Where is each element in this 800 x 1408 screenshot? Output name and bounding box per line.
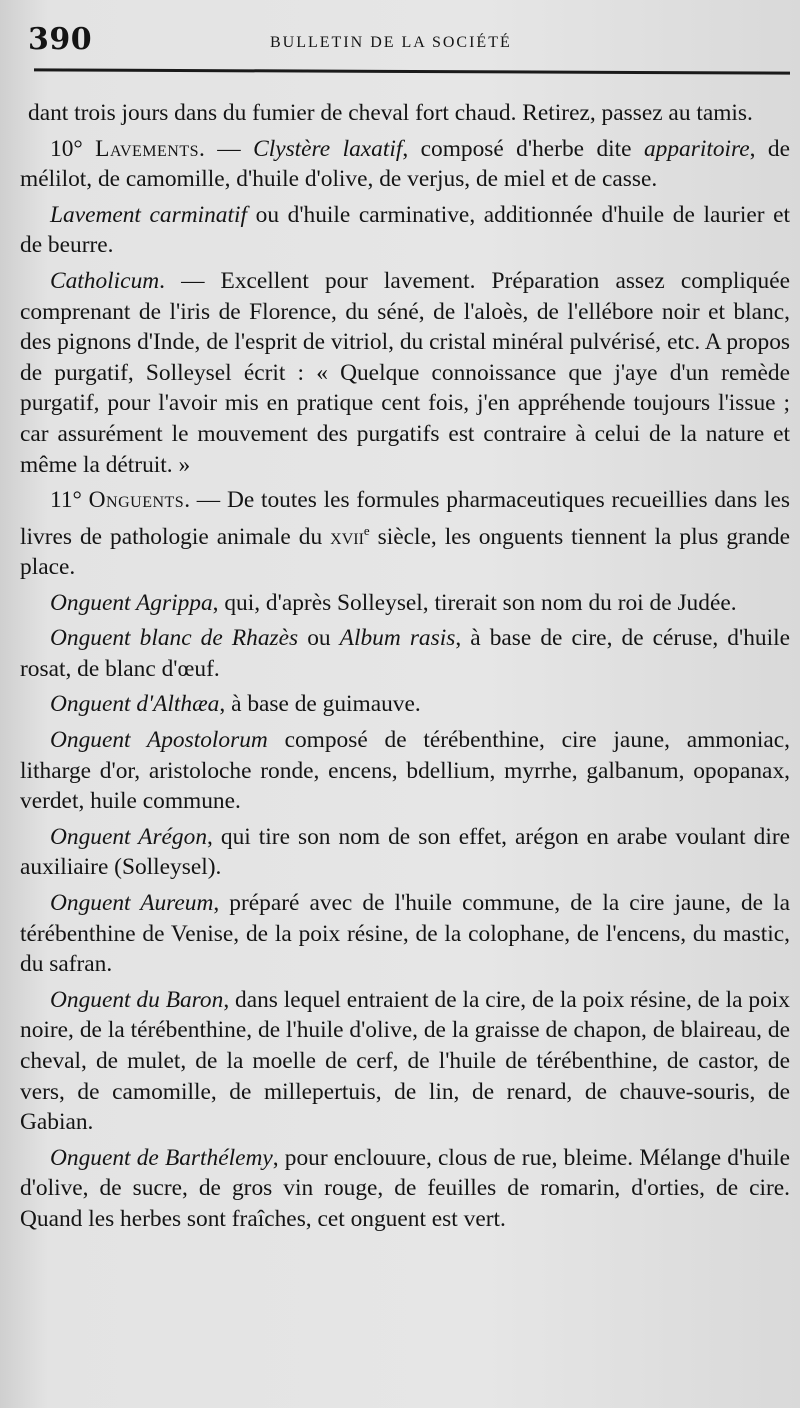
body-text — [20, 98, 790, 1235]
paragraph-p9 — [20, 822, 790, 883]
text-segment: , de mélilot, de camomille, d'huile d'olive, de verjus, de miel et de casse. — [20, 135, 790, 193]
paragraph-p12 — [20, 1143, 790, 1235]
text-segment: composé de térébenthine, cire jaune, ammoniac, litharge d'or, aristoloche ronde, encens, bdellium, myrrhe, galbanum, opopanax, verdet, huile commune. — [20, 727, 790, 815]
paragraph-p6 — [20, 623, 790, 684]
text-segment: 11° — [50, 487, 89, 514]
running-head — [24, 22, 776, 62]
text-segment: 10° — [50, 135, 96, 162]
text-segment: , qui tire son nom de son effet, arégon en arabe voulant dire auxiliaire (Solleysel). — [20, 823, 790, 881]
text-segment: Onguent Apostolorum — [50, 727, 268, 754]
text-segment: xvii — [330, 523, 364, 550]
text-segment: Onguent du Baron — [50, 986, 224, 1013]
text-segment: Lavement carminatif — [50, 201, 248, 228]
text-segment: Onguents — [88, 487, 185, 514]
text-segment: . — De toutes les formules pharmaceutiques recueillies dans les livres de pathologie animale du — [20, 487, 790, 550]
paragraph-p1 — [20, 134, 790, 195]
text-segment: Onguent blanc de Rhazès — [50, 625, 299, 652]
text-segment: dant trois jours dans du fumier de cheval fort chaud. Retirez, passez au tamis. — [28, 100, 753, 126]
text-segment: Catholicum — [50, 267, 160, 294]
running-title: BULLETIN DE LA SOCIÉTÉ — [270, 34, 512, 51]
paragraph-p10 — [20, 888, 790, 980]
paragraph-p2 — [20, 200, 790, 261]
paragraph-p11 — [20, 985, 790, 1138]
text-segment: , préparé avec de l'huile commune, de la cire jaune, de la térébenthine de Venise, de la poix résine, de la colophane, de l'encens, du mastic, du safran. — [20, 890, 790, 978]
paragraph-p8 — [20, 725, 790, 817]
paragraph-p7 — [20, 689, 790, 720]
text-segment: ou d'huile carminative, additionnée d'huile de laurier et de beurre. — [20, 201, 790, 259]
page-number: 390 — [28, 22, 93, 57]
header-rule — [34, 68, 790, 74]
paragraph-p0 — [20, 98, 790, 129]
text-segment: , qui, d'après Solleysel, tirerait son nom du roi de Judée. — [212, 589, 737, 616]
text-segment: e — [363, 522, 370, 538]
text-segment: Onguent Arégon — [50, 823, 208, 850]
text-segment: , composé d'herbe dite — [402, 135, 644, 162]
text-segment: , à base de cire, de céruse, d'huile rosat, de blanc d'œuf. — [20, 625, 790, 682]
text-segment: Lavements — [95, 135, 200, 162]
text-segment: , à base de guimauve. — [219, 691, 421, 718]
text-segment: . — — [199, 135, 254, 162]
text-segment: Album rasis — [339, 625, 456, 652]
text-segment: apparitoire — [643, 135, 750, 162]
text-segment: , dans lequel entraient de la cire, de la poix résine, de la poix noire, de la térébenthine, de l'huile d'olive, de la graisse de chapon, de blaireau, de cheval, de mulet, de la moelle de cerf, de l'huile de térébenthine, de castor, de vers, de camomille, de millepertuis, de lin, de renard, de chauve-souris, de Gabian. — [20, 986, 791, 1136]
text-segment: Onguent de Barthélemy — [50, 1144, 273, 1171]
text-segment: Onguent Aureum — [50, 890, 214, 917]
text-segment: Clystère laxatif — [253, 135, 403, 162]
text-segment: Onguent d'Althæa — [50, 691, 220, 718]
text-segment: ou — [298, 625, 340, 652]
paragraph-p4 — [20, 485, 790, 583]
paragraph-p5 — [20, 588, 790, 619]
text-segment: . — Excellent pour lavement. Préparation assez compliquée comprenant de l'iris de Florence, du séné, de l'aloès, de l'ellébore noir et blanc, des pignons d'Inde, de l'esprit de vitriol, du cristal minéral pulvérisé, etc. A propos de purgatif, Solleysel écrit : « Quelque connoissance que j'aye d'un remède purgatif, pour l'avoir mis en pratique cent fois, j'en appréhende toujours l'issue ; car assurément le mouvement des purgatifs est contraire à celui de la nature et même la détruit. » — [20, 267, 790, 478]
text-segment: , pour enclouure, clous de rue, bleime. Mélange d'huile d'olive, de sucre, de gros vin rouge, de feuilles de romarin, d'orties, de cire. Quand les herbes sont fraîches, cet onguent est vert. — [20, 1144, 790, 1232]
paragraph-p3 — [20, 266, 790, 480]
text-segment: siècle, les onguents tiennent la plus grande place. — [20, 523, 790, 581]
text-segment: Onguent Agrippa — [50, 589, 213, 616]
